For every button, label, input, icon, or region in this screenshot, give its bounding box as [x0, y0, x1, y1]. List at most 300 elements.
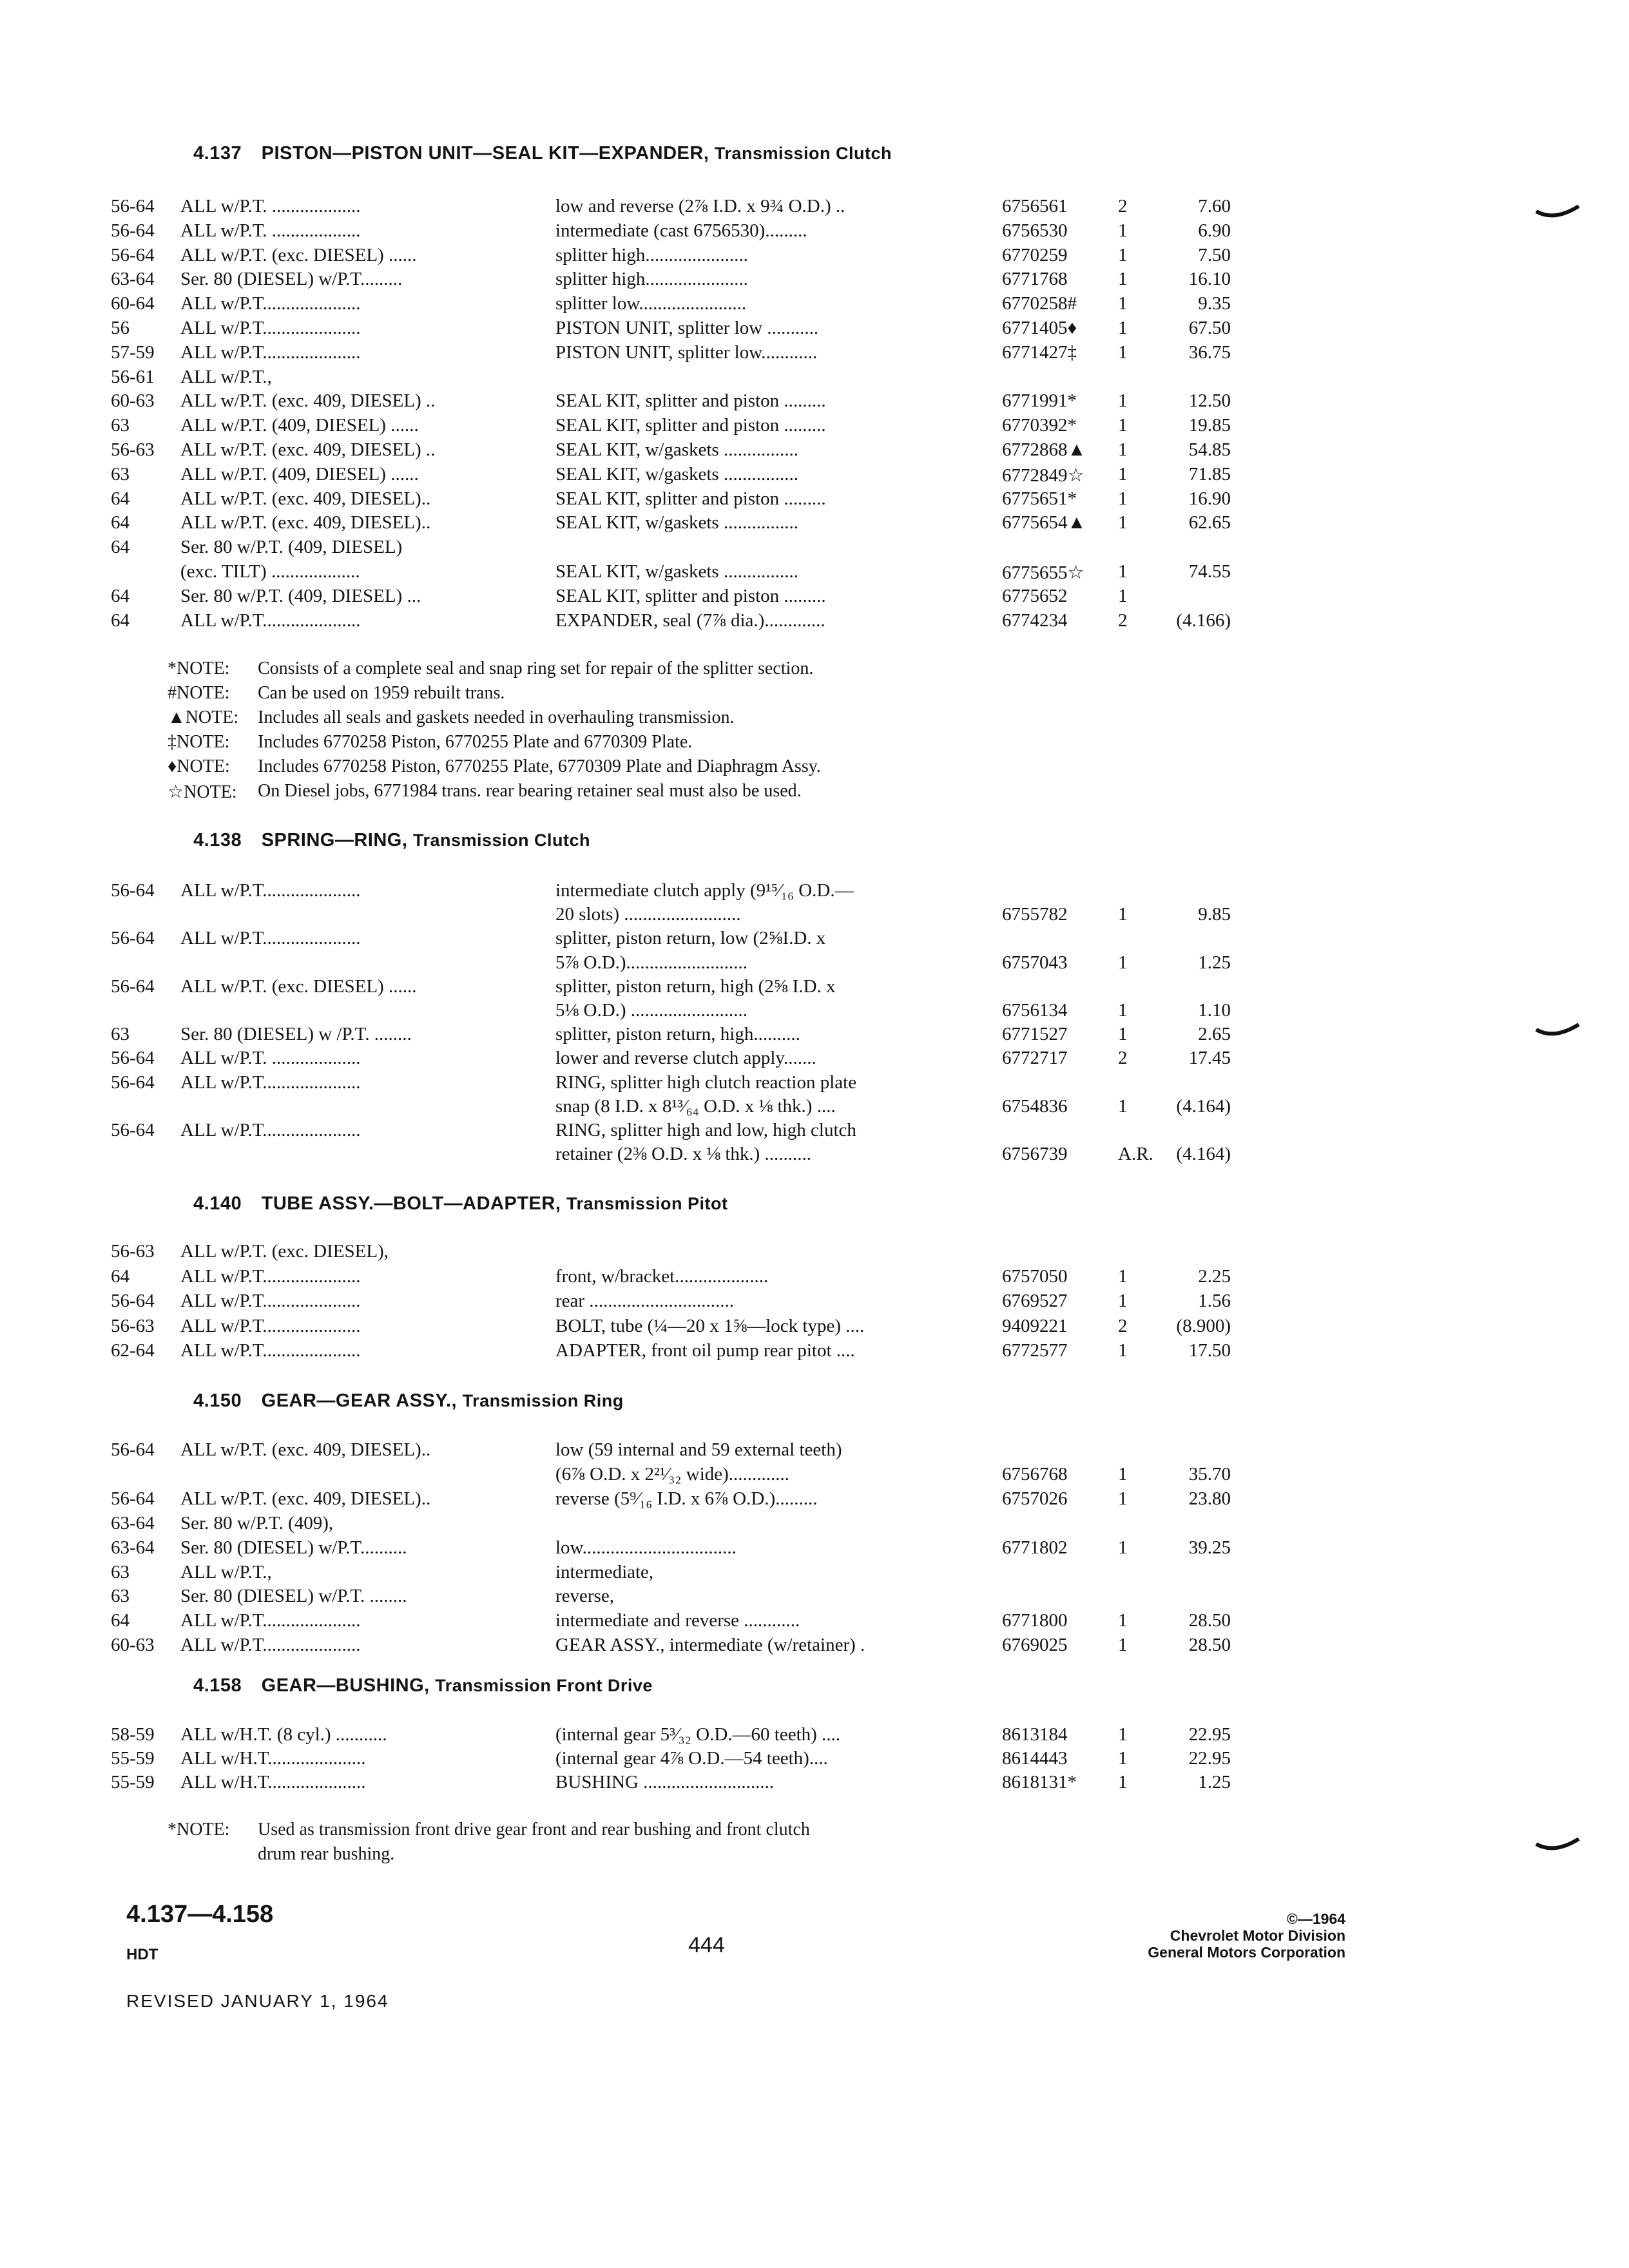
- table-row: [0, 1120, 1629, 1143]
- year-cell: 62-64: [111, 1340, 155, 1361]
- price-cell: 17.45: [1188, 1048, 1231, 1069]
- description-cell: low.................................: [555, 1537, 737, 1558]
- section-title: PISTON—PISTON UNIT—SEAL KIT—EXPANDER,: [261, 143, 709, 164]
- table-row: [0, 220, 1629, 244]
- description-cell: RING, splitter high clutch reaction plate: [555, 1072, 857, 1093]
- table-row: [0, 439, 1629, 463]
- table-row: [0, 1316, 1629, 1339]
- price-cell: 7.60: [1198, 196, 1231, 216]
- description-cell: (internal gear 4⅞ O.D.—54 teeth)....: [555, 1748, 828, 1769]
- table-row: [0, 561, 1629, 584]
- note-text: Used as transmission front drive gear front and rear bushing and front clutch: [258, 1820, 810, 1840]
- section-number: 4.138: [193, 830, 242, 850]
- section-subtitle: Transmission Clutch: [714, 144, 892, 163]
- price-cell: 7.50: [1198, 244, 1231, 265]
- model-cell: ALL w/P.T.....................: [180, 1635, 361, 1656]
- price-cell: (4.164): [1176, 1095, 1231, 1117]
- year-cell: 56-64: [111, 1072, 155, 1093]
- year-cell: 64: [111, 585, 130, 606]
- section-subtitle: Transmission Front Drive: [435, 1676, 653, 1695]
- year-cell: 56-63: [111, 1241, 155, 1262]
- table-row: [0, 342, 1629, 365]
- model-cell: ALL w/P.T. ...................: [180, 1048, 361, 1069]
- quantity-cell: 1: [1118, 439, 1128, 460]
- table-row: [0, 1772, 1629, 1795]
- description-cell: GEAR ASSY., intermediate (w/retainer) .: [555, 1635, 865, 1656]
- model-cell: ALL w/P.T.....................: [180, 1340, 361, 1361]
- description-cell: SEAL KIT, splitter and piston .........: [555, 488, 826, 509]
- table-row: [0, 269, 1629, 292]
- model-cell: ALL w/P.T.....................: [180, 880, 361, 901]
- year-cell: 64: [111, 537, 130, 558]
- description-cell: 5⅛ O.D.) .........................: [555, 1000, 748, 1021]
- description-cell: intermediate and reverse ............: [555, 1610, 800, 1631]
- section-heading: [193, 1390, 624, 1412]
- year-cell: 63: [111, 415, 130, 436]
- quantity-cell: 2: [1118, 1048, 1128, 1069]
- year-cell: 56-64: [111, 244, 155, 265]
- part-number-cell: 8613184: [1002, 1724, 1068, 1745]
- table-row: [0, 293, 1629, 316]
- table-row: [0, 928, 1629, 951]
- price-cell: 39.25: [1188, 1537, 1231, 1558]
- year-cell: 60-63: [111, 390, 155, 412]
- model-cell: ALL w/H.T. (8 cyl.) ...........: [180, 1724, 387, 1745]
- price-cell: 36.75: [1188, 341, 1231, 363]
- part-number-cell: 6757050: [1002, 1265, 1068, 1287]
- model-cell: ALL w/P.T. (exc. DIESEL) ......: [180, 244, 417, 265]
- part-number-cell: 6756530: [1002, 220, 1068, 241]
- part-number-cell: 6775654▲: [1002, 512, 1086, 533]
- table-row: [0, 512, 1629, 535]
- year-cell: 63-64: [111, 269, 155, 290]
- year-cell: 57-59: [111, 341, 155, 363]
- description-cell: 5⅞ O.D.)..........................: [555, 952, 748, 973]
- quantity-cell: 1: [1118, 293, 1128, 314]
- description-cell: ADAPTER, front oil pump rear pitot ....: [555, 1340, 855, 1361]
- part-number-cell: 6755782: [1002, 904, 1068, 925]
- model-cell: ALL w/P.T.....................: [180, 1265, 361, 1287]
- price-cell: 1.25: [1198, 1772, 1231, 1792]
- quantity-cell: 1: [1118, 561, 1128, 582]
- section-number: 4.150: [193, 1390, 242, 1411]
- section-heading: [193, 830, 590, 851]
- year-cell: 55-59: [111, 1772, 155, 1792]
- table-row: [0, 488, 1629, 512]
- description-cell: splitter high......................: [555, 244, 748, 265]
- year-cell: 64: [111, 610, 130, 631]
- description-cell: PISTON UNIT, splitter low ...........: [555, 318, 819, 338]
- table-row: [0, 1586, 1629, 1609]
- model-cell: ALL w/P.T. (exc. DIESEL),: [180, 1241, 389, 1262]
- part-number-cell: 8618131*: [1002, 1772, 1077, 1792]
- note-tag: ♦NOTE:: [168, 756, 230, 776]
- description-cell: splitter, piston return, high..........: [555, 1024, 800, 1045]
- table-row: [0, 390, 1629, 414]
- description-cell: EXPANDER, seal (7⅞ dia.).............: [555, 610, 825, 631]
- part-number-cell: 6774234: [1002, 610, 1068, 631]
- price-cell: 19.85: [1188, 415, 1231, 436]
- model-cell: ALL w/P.T.....................: [180, 1120, 361, 1140]
- model-cell: (exc. TILT) ...................: [180, 561, 360, 582]
- model-cell: Ser. 80 w/P.T. (409),: [180, 1512, 334, 1533]
- description-cell: SEAL KIT, w/gaskets ................: [555, 512, 798, 533]
- year-cell: 63: [111, 463, 130, 485]
- description-cell: (internal gear 5³⁄₃₂ O.D.—60 teeth) ....: [555, 1724, 841, 1745]
- table-row: [0, 318, 1629, 341]
- year-cell: 63: [111, 1586, 130, 1607]
- table-row: [0, 1464, 1629, 1487]
- part-number-cell: 8614443: [1002, 1748, 1068, 1769]
- price-cell: 35.70: [1188, 1463, 1231, 1485]
- description-cell: splitter low.......................: [555, 293, 747, 314]
- footer-section-range: 4.137—4.158: [126, 1901, 274, 1928]
- description-cell: retainer (2⅜ O.D. x ⅛ thk.) ..........: [555, 1144, 812, 1165]
- part-number-cell: 6772849☆: [1002, 465, 1084, 486]
- model-cell: ALL w/P.T. (409, DIESEL) ......: [180, 415, 419, 436]
- table-row: [0, 1724, 1629, 1747]
- description-cell: front, w/bracket....................: [555, 1265, 769, 1287]
- section-title: TUBE ASSY.—BOLT—ADAPTER,: [261, 1193, 561, 1214]
- description-cell: PISTON UNIT, splitter low............: [555, 341, 818, 363]
- table-row: [0, 1072, 1629, 1095]
- table-row: [0, 1748, 1629, 1771]
- part-number-cell: 6771427‡: [1002, 341, 1077, 363]
- table-row: [0, 537, 1629, 560]
- price-cell: 22.95: [1188, 1724, 1231, 1745]
- table-row: [0, 1096, 1629, 1119]
- quantity-cell: 1: [1118, 1095, 1128, 1117]
- model-cell: ALL w/P.T.,: [180, 366, 272, 387]
- model-cell: ALL w/H.T.....................: [180, 1772, 366, 1792]
- price-cell: 22.95: [1188, 1748, 1231, 1769]
- copyright-line: ©—1964: [1286, 1910, 1345, 1927]
- model-cell: ALL w/P.T. (exc. 409, DIESEL) ..: [180, 390, 436, 412]
- table-row: [0, 610, 1629, 633]
- year-cell: 56-61: [111, 366, 155, 387]
- table-row: [0, 586, 1629, 609]
- model-cell: ALL w/P.T.....................: [180, 318, 361, 338]
- section-subtitle: Transmission Ring: [462, 1391, 624, 1410]
- quantity-cell: 1: [1118, 220, 1128, 241]
- model-cell: ALL w/P.T. (exc. 409, DIESEL) ..: [180, 439, 436, 460]
- description-cell: splitter, piston return, high (2⅝ I.D. x: [555, 975, 836, 997]
- year-cell: 56: [111, 318, 130, 338]
- part-number-cell: 6757026: [1002, 1488, 1068, 1509]
- description-cell: SEAL KIT, splitter and piston .........: [555, 585, 826, 606]
- part-number-cell: 6770392*: [1002, 415, 1077, 436]
- description-cell: low and reverse (2⅞ I.D. x 9¾ O.D.) ..: [555, 196, 845, 216]
- model-cell: Ser. 80 (DIESEL) w/P.T.........: [180, 269, 403, 290]
- part-number-cell: 6756134: [1002, 1000, 1068, 1021]
- part-number-cell: 6775655☆: [1002, 562, 1084, 583]
- part-number-cell: 6772868▲: [1002, 439, 1086, 460]
- description-cell: reverse,: [555, 1586, 614, 1607]
- year-cell: 56-64: [111, 1439, 155, 1460]
- section-heading: [193, 1675, 653, 1696]
- quantity-cell: 1: [1118, 1537, 1128, 1558]
- description-cell: SEAL KIT, w/gaskets ................: [555, 463, 798, 485]
- note-text: On Diesel jobs, 6771984 trans. rear bearing retainer seal must also be used.: [258, 781, 802, 801]
- part-number-cell: 6771768: [1002, 269, 1068, 290]
- price-cell: 1.10: [1198, 1000, 1231, 1021]
- price-cell: 28.50: [1188, 1610, 1231, 1631]
- part-number-cell: 6772717: [1002, 1048, 1068, 1069]
- model-cell: ALL w/H.T.....................: [180, 1748, 366, 1769]
- part-number-cell: 6771802: [1002, 1537, 1068, 1558]
- year-cell: 56-64: [111, 1048, 155, 1069]
- note-text: Consists of a complete seal and snap ring set for repair of the splitter section.: [258, 658, 814, 678]
- year-cell: 64: [111, 512, 130, 533]
- quantity-cell: 1: [1118, 1488, 1128, 1509]
- note-tag: ☆NOTE:: [168, 782, 237, 802]
- model-cell: ALL w/P.T. ...................: [180, 220, 361, 241]
- note-tag: *NOTE:: [168, 658, 230, 678]
- table-row: [0, 1537, 1629, 1561]
- year-cell: 64: [111, 1265, 130, 1287]
- binder-mark-icon: [1535, 205, 1580, 222]
- note-text: Includes all seals and gaskets needed in overhauling transmission.: [258, 707, 735, 727]
- part-number-cell: 6756739: [1002, 1144, 1068, 1165]
- table-row: [0, 1610, 1629, 1633]
- model-cell: ALL w/P.T.....................: [180, 293, 361, 314]
- year-cell: 56-64: [111, 1120, 155, 1140]
- description-cell: (6⅞ O.D. x 2²¹⁄₃₂ wide).............: [555, 1463, 790, 1485]
- quantity-cell: 1: [1118, 512, 1128, 533]
- footer-code: HDT: [126, 1946, 159, 1963]
- quantity-cell: 1: [1118, 1724, 1128, 1745]
- model-cell: ALL w/P.T.....................: [180, 1291, 361, 1311]
- model-cell: Ser. 80 (DIESEL) w/P.T..........: [180, 1537, 407, 1558]
- table-row: [0, 1266, 1629, 1289]
- section-number: 4.158: [193, 1675, 242, 1696]
- description-cell: intermediate clutch apply (9¹⁵⁄₁₆ O.D.—: [555, 880, 854, 901]
- year-cell: 56-64: [111, 1488, 155, 1509]
- part-number-cell: 6757043: [1002, 952, 1068, 973]
- quantity-cell: 1: [1118, 463, 1128, 485]
- footer-revised-date: REVISED JANUARY 1, 1964: [126, 1991, 389, 2011]
- quantity-cell: 1: [1118, 952, 1128, 973]
- quantity-cell: 1: [1118, 1291, 1128, 1311]
- price-cell: 9.85: [1198, 904, 1231, 925]
- model-cell: Ser. 80 w/P.T. (409, DIESEL): [180, 537, 403, 558]
- year-cell: 56-63: [111, 439, 155, 460]
- part-number-cell: 6769527: [1002, 1291, 1068, 1311]
- note-tag: ▲NOTE:: [168, 707, 239, 727]
- year-cell: 63: [111, 1024, 130, 1045]
- quantity-cell: 1: [1118, 244, 1128, 265]
- part-number-cell: 6770258#: [1002, 293, 1077, 314]
- model-cell: ALL w/P.T.....................: [180, 928, 361, 949]
- quantity-cell: 1: [1118, 1340, 1128, 1361]
- year-cell: 56-64: [111, 196, 155, 216]
- table-row: [0, 1024, 1629, 1047]
- description-cell: lower and reverse clutch apply.......: [555, 1048, 816, 1069]
- description-cell: low (59 internal and 59 external teeth): [555, 1439, 842, 1460]
- year-cell: 64: [111, 488, 130, 509]
- table-row: [0, 904, 1629, 927]
- year-cell: 56-64: [111, 220, 155, 241]
- year-cell: 56-64: [111, 880, 155, 901]
- price-cell: 23.80: [1188, 1488, 1231, 1509]
- description-cell: SEAL KIT, splitter and piston .........: [555, 415, 826, 436]
- note-tag: ‡NOTE:: [168, 732, 230, 752]
- quantity-cell: 1: [1118, 318, 1128, 338]
- year-cell: 56-64: [111, 975, 155, 997]
- quantity-cell: 1: [1118, 1000, 1128, 1021]
- price-cell: 16.10: [1188, 269, 1231, 290]
- year-cell: 56-64: [111, 928, 155, 949]
- model-cell: ALL w/P.T.....................: [180, 610, 361, 631]
- quantity-cell: 1: [1118, 904, 1128, 925]
- model-cell: ALL w/P.T. (exc. 409, DIESEL)..: [180, 488, 431, 509]
- year-cell: 60-63: [111, 1635, 155, 1656]
- model-cell: ALL w/P.T. (exc. DIESEL) ......: [180, 975, 417, 997]
- quantity-cell: 1: [1118, 390, 1128, 412]
- description-cell: BUSHING ............................: [555, 1772, 775, 1792]
- price-cell: (4.166): [1176, 610, 1231, 631]
- price-cell: 9.35: [1198, 293, 1231, 314]
- quantity-cell: 1: [1118, 1610, 1128, 1631]
- year-cell: 64: [111, 1610, 130, 1631]
- price-cell: 1.25: [1198, 952, 1231, 973]
- quantity-cell: 1: [1118, 1463, 1128, 1485]
- description-cell: splitter high......................: [555, 269, 748, 290]
- price-cell: 67.50: [1188, 318, 1231, 338]
- section-subtitle: Transmission Pitot: [566, 1194, 728, 1213]
- table-row: [0, 1635, 1629, 1658]
- model-cell: ALL w/P.T.....................: [180, 1610, 361, 1631]
- model-cell: ALL w/P.T. (exc. 409, DIESEL)..: [180, 512, 431, 533]
- table-row: [0, 880, 1629, 903]
- table-row: [0, 367, 1629, 390]
- publisher-block: [1148, 1910, 1345, 1961]
- year-cell: 56-63: [111, 1315, 155, 1336]
- binder-mark-icon: [1535, 1023, 1580, 1040]
- description-cell: SEAL KIT, splitter and piston .........: [555, 390, 826, 412]
- part-number-cell: 6770259: [1002, 244, 1068, 265]
- section-heading: [193, 143, 892, 164]
- price-cell: 12.50: [1188, 390, 1231, 412]
- year-cell: 60-64: [111, 293, 155, 314]
- table-row: [0, 1488, 1629, 1512]
- model-cell: ALL w/P.T.....................: [180, 341, 361, 363]
- price-cell: 6.90: [1198, 220, 1231, 241]
- quantity-cell: 1: [1118, 269, 1128, 290]
- quantity-cell: 1: [1118, 1024, 1128, 1045]
- table-row: [0, 245, 1629, 268]
- section-number: 4.140: [193, 1193, 242, 1214]
- table-row: [0, 1000, 1629, 1023]
- part-number-cell: 6769025: [1002, 1635, 1068, 1656]
- description-cell: 20 slots) .........................: [555, 904, 741, 925]
- division-line: Chevrolet Motor Division: [1170, 1927, 1345, 1944]
- description-cell: snap (8 I.D. x 8¹³⁄₆₄ O.D. x ⅛ thk.) ....: [555, 1095, 836, 1117]
- binder-mark-icon: [1535, 1838, 1580, 1854]
- year-cell: 58-59: [111, 1724, 155, 1745]
- table-row: [0, 464, 1629, 487]
- quantity-cell: 1: [1118, 415, 1128, 436]
- table-row: [0, 196, 1629, 219]
- section-title: SPRING—RING,: [261, 830, 408, 850]
- year-cell: 56-64: [111, 1291, 155, 1311]
- model-cell: ALL w/P.T.....................: [180, 1072, 361, 1093]
- part-number-cell: 6756561: [1002, 196, 1068, 216]
- year-cell: 63: [111, 1561, 130, 1582]
- part-number-cell: 6771991*: [1002, 390, 1077, 412]
- price-cell: 54.85: [1188, 439, 1231, 460]
- description-cell: intermediate (cast 6756530).........: [555, 220, 807, 241]
- quantity-cell: 1: [1118, 1635, 1128, 1656]
- model-cell: ALL w/P.T.,: [180, 1561, 272, 1582]
- description-cell: intermediate,: [555, 1561, 654, 1582]
- table-row: [0, 1513, 1629, 1536]
- table-row: [0, 952, 1629, 975]
- description-cell: SEAL KIT, w/gaskets ................: [555, 561, 798, 582]
- quantity-cell: 1: [1118, 1748, 1128, 1769]
- model-cell: ALL w/P.T. (409, DIESEL) ......: [180, 463, 419, 485]
- section-title: GEAR—GEAR ASSY.,: [261, 1390, 458, 1411]
- note-text: Includes 6770258 Piston, 6770255 Plate and 6770309 Plate.: [258, 732, 693, 752]
- model-cell: ALL w/P.T. (exc. 409, DIESEL)..: [180, 1439, 431, 1460]
- table-row: [0, 415, 1629, 438]
- model-cell: ALL w/P.T.....................: [180, 1315, 361, 1336]
- year-cell: 63-64: [111, 1512, 155, 1533]
- price-cell: 17.50: [1188, 1340, 1231, 1361]
- note-tag: *NOTE:: [168, 1820, 230, 1840]
- part-number-cell: 6754836: [1002, 1095, 1068, 1117]
- section-number: 4.137: [193, 143, 242, 164]
- part-number-cell: 6775652: [1002, 585, 1068, 606]
- quantity-cell: 1: [1118, 488, 1128, 509]
- section-subtitle: Transmission Clutch: [412, 831, 591, 850]
- part-number-cell: 6756768: [1002, 1463, 1068, 1485]
- table-row: [0, 1241, 1629, 1264]
- description-cell: splitter, piston return, low (2⅝I.D. x: [555, 928, 826, 949]
- price-cell: 16.90: [1188, 488, 1231, 509]
- note-text: Includes 6770258 Piston, 6770255 Plate, 6770309 Plate and Diaphragm Assy.: [258, 756, 821, 776]
- quantity-cell: 2: [1118, 196, 1128, 216]
- price-cell: 2.65: [1198, 1024, 1231, 1045]
- table-row: [0, 976, 1629, 999]
- table-row: [0, 1562, 1629, 1585]
- model-cell: Ser. 80 (DIESEL) w/P.T. ........: [180, 1586, 407, 1607]
- quantity-cell: 1: [1118, 585, 1128, 606]
- price-cell: (8.900): [1176, 1315, 1231, 1336]
- section-title: GEAR—BUSHING,: [261, 1675, 430, 1696]
- part-number-cell: 6771405♦: [1002, 318, 1077, 338]
- part-number-cell: 6775651*: [1002, 488, 1077, 509]
- model-cell: ALL w/P.T. (exc. 409, DIESEL)..: [180, 1488, 431, 1509]
- table-row: [0, 1048, 1629, 1071]
- price-cell: 2.25: [1198, 1265, 1231, 1287]
- table-row: [0, 1439, 1629, 1463]
- year-cell: 63-64: [111, 1537, 155, 1558]
- quantity-cell: 1: [1118, 1265, 1128, 1287]
- table-row: [0, 1144, 1629, 1167]
- price-cell: 62.65: [1188, 512, 1231, 533]
- price-cell: 71.85: [1188, 463, 1231, 485]
- part-number-cell: 6772577: [1002, 1340, 1068, 1361]
- quantity-cell: 1: [1118, 341, 1128, 363]
- part-number-cell: 9409221: [1002, 1315, 1068, 1336]
- corporation-line: General Motors Corporation: [1148, 1944, 1345, 1961]
- quantity-cell: 2: [1118, 610, 1128, 631]
- price-cell: 74.55: [1188, 561, 1231, 582]
- model-cell: ALL w/P.T. ...................: [180, 196, 361, 216]
- note-text: drum rear bushing.: [258, 1844, 395, 1864]
- price-cell: 28.50: [1188, 1635, 1231, 1656]
